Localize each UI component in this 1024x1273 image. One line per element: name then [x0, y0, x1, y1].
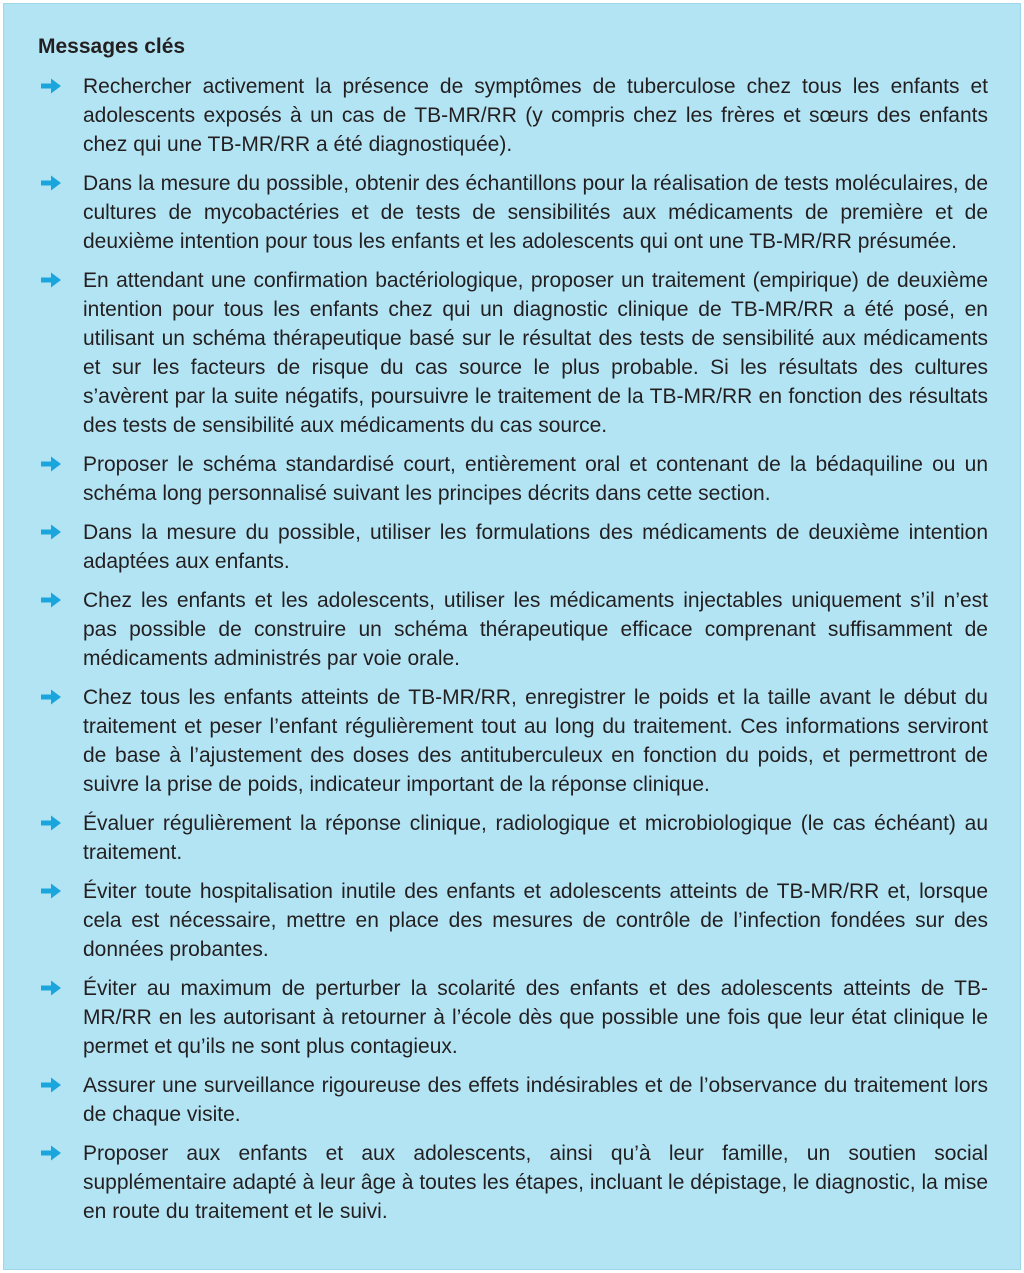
arrow-right-icon — [40, 174, 62, 192]
list-item — [38, 450, 988, 508]
list-item — [38, 266, 988, 440]
message-text: Chez tous les enfants atteints de TB-MR/RR, enregistrer le poids et la taille avant le début du traitement et peser l’enfant régulièrement tout au long du traitement. Ces informations serviront de base à l’ajustement des doses des antituberculeux en fonction du poids, et permettront de suivre la prise de poids, indicateur important de la réponse clinique. — [83, 686, 988, 796]
arrow-right-icon — [40, 523, 62, 541]
list-item — [38, 877, 988, 964]
arrow-right-icon — [40, 814, 62, 832]
arrow-right-icon — [40, 591, 62, 609]
arrow-right-icon — [40, 1076, 62, 1094]
key-messages-box — [3, 3, 1021, 1270]
list-item — [38, 809, 988, 867]
arrow-right-icon — [40, 271, 62, 289]
arrow-right-icon — [40, 1144, 62, 1162]
message-text: Assurer une surveillance rigoureuse des effets indésirables et de l’observance du traitement lors de chaque visite. — [83, 1074, 988, 1126]
arrow-right-icon — [40, 77, 62, 95]
message-text: Dans la mesure du possible, obtenir des échantillons pour la réalisation de tests moléculaires, de cultures de mycobactéries et de tests de sensibilités aux médicaments de première et de deuxième intention pour tous les enfants et les adolescents qui ont une TB-MR/RR présumée. — [83, 172, 988, 253]
box-title: Messages clés — [38, 35, 186, 58]
list-item — [38, 1139, 988, 1226]
message-text: Éviter au maximum de perturber la scolarité des enfants et des adolescents atteints de TB-MR/RR en les autorisant à retourner à l’école dès que possible une fois que leur état clinique le permet et qu’ils ne sont plus contagieux. — [83, 977, 988, 1058]
messages-list — [38, 72, 988, 1226]
arrow-right-icon — [40, 455, 62, 473]
message-text: Éviter toute hospitalisation inutile des enfants et adolescents atteints de TB-MR/RR et, lorsque cela est nécessaire, mettre en place des mesures de contrôle de l’infection fondées sur des données probantes. — [83, 880, 988, 961]
message-text: Proposer aux enfants et aux adolescents, ainsi qu’à leur famille, un soutien social supplémentaire adapté à leur âge à toutes les étapes, incluant le dépistage, le diagnostic, la mise en route du traitement et le suivi. — [83, 1142, 988, 1223]
list-item — [38, 169, 988, 256]
message-text: Rechercher activement la présence de symptômes de tuberculose chez tous les enfants et adolescents exposés à un cas de TB-MR/RR (y compris chez les frères et sœurs des enfants chez qui une TB-MR/RR a été diagnostiquée). — [83, 75, 988, 156]
arrow-right-icon — [40, 882, 62, 900]
list-item — [38, 683, 988, 799]
arrow-right-icon — [40, 979, 62, 997]
list-item — [38, 1071, 988, 1129]
arrow-right-icon — [40, 688, 62, 706]
list-item — [38, 518, 988, 576]
message-text: Proposer le schéma standardisé court, entièrement oral et contenant de la bédaquiline ou un schéma long personnalisé suivant les principes décrits dans cette section. — [83, 453, 988, 505]
message-text: Évaluer régulièrement la réponse clinique, radiologique et microbiologique (le cas échéant) au traitement. — [83, 812, 988, 864]
message-text: Chez les enfants et les adolescents, utiliser les médicaments injectables uniquement s’il n’est pas possible de construire un schéma thérapeutique efficace comprenant suffisamment de médicaments administrés par voie orale. — [83, 589, 988, 670]
message-text: Dans la mesure du possible, utiliser les formulations des médicaments de deuxième intention adaptées aux enfants. — [83, 521, 988, 573]
list-item — [38, 72, 988, 159]
list-item — [38, 974, 988, 1061]
list-item — [38, 586, 988, 673]
message-text: En attendant une confirmation bactériologique, proposer un traitement (empirique) de deuxième intention pour tous les enfants chez qui un diagnostic clinique de TB-MR/RR a été posé, en utilisant un schéma thérapeutique basé sur le résultat des tests de sensibilité aux médicaments et sur les facteurs de risque du cas source le plus probable. Si les résultats des cultures s’avèrent par la suite négatifs, poursuivre le traitement de la TB-MR/RR en fonction des résultats des tests de sensibilité aux médicaments du cas source. — [83, 269, 988, 437]
